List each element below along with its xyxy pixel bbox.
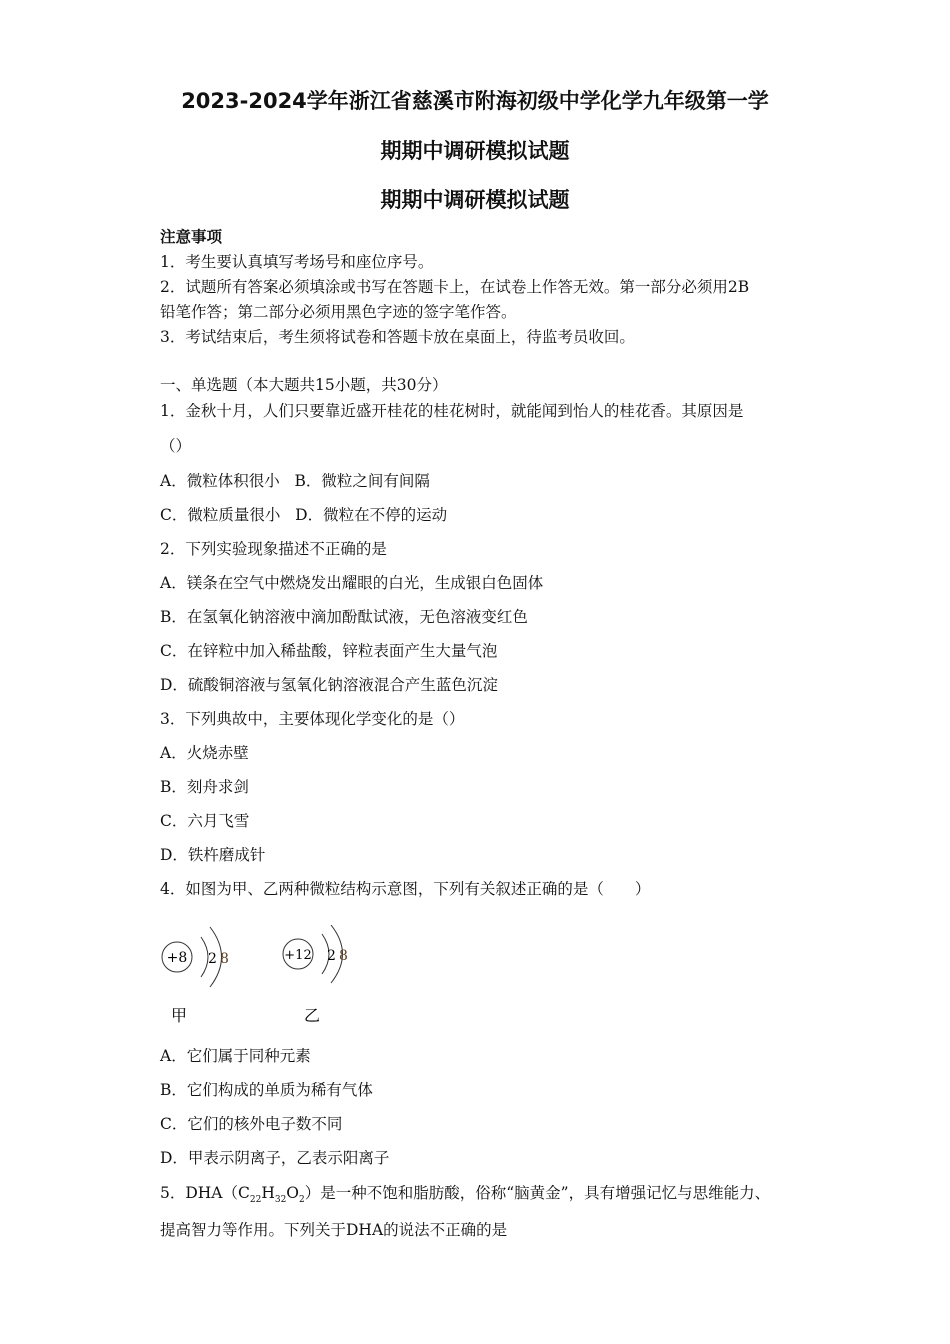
- section-heading: 一、单选题（本大题共15小题，共30分）: [160, 376, 448, 394]
- notice-heading: 注意事项: [160, 227, 223, 246]
- question-1-stem: 1．金秋十月，人们只要靠近盛开桂花的桂花树时，就能闻到怡人的桂花香。其原因是: [160, 402, 744, 420]
- question-5-stem: [160, 1182, 770, 1211]
- particle-label: 甲: [170, 1006, 188, 1025]
- question-2-stem: 2．下列实验现象描述不正确的是: [160, 540, 387, 558]
- q5-text: 5．DHA（C: [160, 1184, 250, 1202]
- nucleus-charge: +12: [284, 948, 312, 963]
- atomic-structure-diagram: [155, 925, 405, 1030]
- question-4-option: A．它们属于同种元素: [160, 1047, 311, 1065]
- shell-electrons: 8: [220, 951, 229, 967]
- notice-item: 2．试题所有答案必须填涂或书写在答题卡上，在试卷上作答无效。第一部分必须用2B: [160, 278, 750, 296]
- notice-item: 1．考生要认真填写考场号和座位序号。: [160, 253, 434, 271]
- particle-jia: [162, 927, 229, 1025]
- question-2-option: A．镁条在空气中燃烧发出耀眼的白光，生成银白色固体: [160, 574, 544, 592]
- question-4-option: B．它们构成的单质为稀有气体: [160, 1081, 373, 1099]
- q5-sub: 22: [249, 1195, 262, 1206]
- question-5-stem-cont: 提高智力等作用。下列关于DHA的说法不正确的是: [160, 1221, 508, 1239]
- notice-item: 铅笔作答；第二部分必须用黑色字迹的签字笔作答。: [160, 303, 517, 321]
- question-1-stem-cont: （）: [160, 437, 192, 455]
- shell-electrons: 2: [208, 951, 217, 967]
- page-subtitle-repeat: 期期中调研模拟试题: [380, 188, 570, 212]
- q5-text: H: [261, 1184, 275, 1202]
- page-subtitle: 期期中调研模拟试题: [380, 139, 570, 163]
- q5-sub: 2: [299, 1195, 305, 1206]
- question-1-options-cd: C．微粒质量很小 D．微粒在不停的运动: [160, 506, 448, 524]
- particle-yi: [283, 925, 348, 1025]
- question-1-options-ab: A．微粒体积很小 B．微粒之间有间隔: [160, 472, 430, 490]
- question-3-option: B．刻舟求剑: [160, 778, 249, 796]
- q5-text: O: [286, 1184, 300, 1202]
- shell-electrons: 2: [327, 948, 336, 964]
- question-4-option: C．它们的核外电子数不同: [160, 1115, 343, 1133]
- notice-item: 3．考试结束后，考生须将试卷和答题卡放在桌面上，待监考员收回。: [160, 328, 635, 346]
- question-3-stem: 3．下列典故中，主要体现化学变化的是（）: [160, 710, 465, 728]
- shell-electrons: 8: [339, 948, 348, 964]
- question-4-option: D．甲表示阴离子，乙表示阳离子: [160, 1149, 390, 1167]
- question-2-option: B．在氢氧化钠溶液中滴加酚酞试液，无色溶液变红色: [160, 608, 528, 626]
- question-4-stem: 4．如图为甲、乙两种微粒结构示意图，下列有关叙述正确的是（ ）: [160, 880, 651, 898]
- question-3-option: C．六月飞雪: [160, 812, 250, 830]
- question-2-option: D．硫酸铜溶液与氢氧化钠溶液混合产生蓝色沉淀: [160, 676, 498, 694]
- q5-text: ）是一种不饱和脂肪酸，俗称“脑黄金”，具有增强记忆与思维能力、: [304, 1184, 771, 1202]
- question-3-option: A．火烧赤壁: [160, 744, 249, 762]
- q5-sub: 32: [274, 1195, 287, 1206]
- nucleus-charge: +8: [166, 950, 188, 966]
- question-3-option: D．铁杵磨成针: [160, 846, 266, 864]
- page-title: 2023-2024学年浙江省慈溪市附海初级中学化学九年级第一学: [181, 89, 769, 113]
- particle-label: 乙: [303, 1006, 321, 1025]
- question-2-option: C．在锌粒中加入稀盐酸，锌粒表面产生大量气泡: [160, 642, 498, 660]
